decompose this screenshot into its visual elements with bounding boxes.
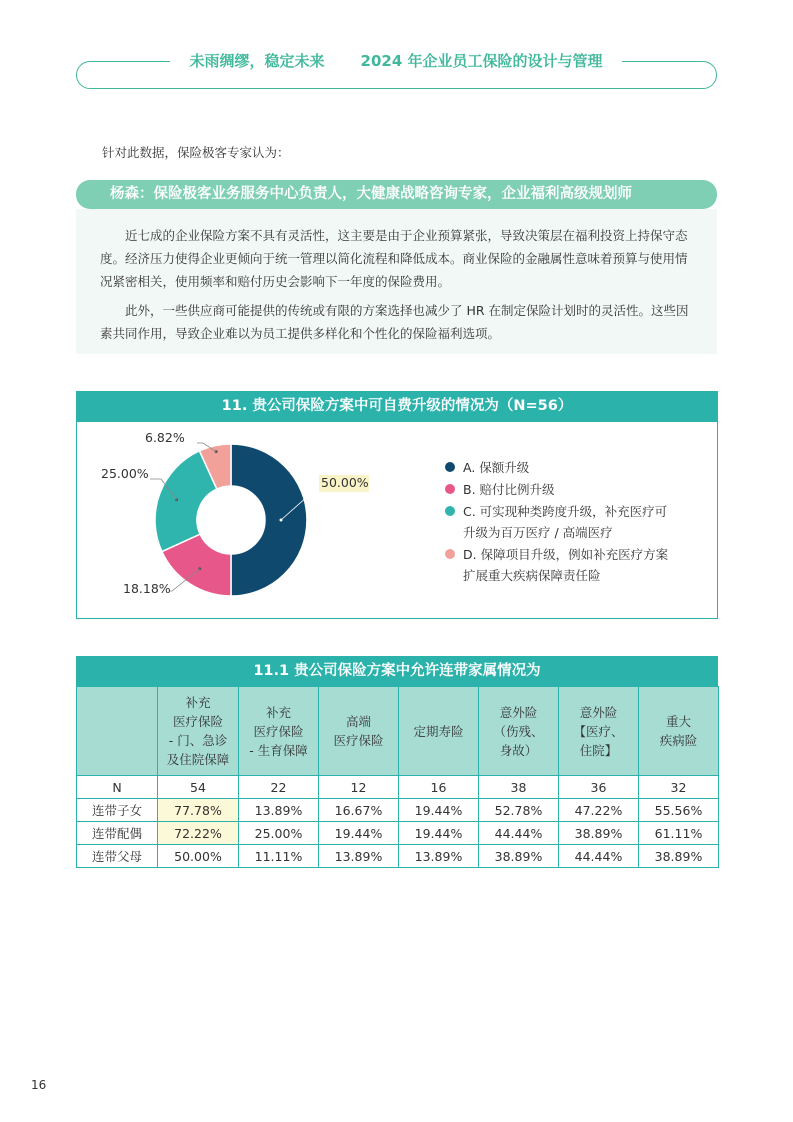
- legend-label-b: B. 赔付比例升级: [463, 482, 555, 497]
- dependents-table: [76, 686, 719, 868]
- table-cell: 13.89%: [239, 799, 319, 822]
- table-cell: 11.11%: [239, 845, 319, 868]
- header-slogan: 未雨绸缪，稳定未来: [189, 52, 325, 70]
- data-label-a: 50.00%: [321, 475, 369, 490]
- table-cell: 16: [399, 776, 479, 799]
- running-header: [170, 50, 622, 72]
- table-header-cell: 重大 疾病险: [639, 687, 719, 776]
- table-cell: 38.89%: [479, 845, 559, 868]
- table-header-row: [77, 687, 719, 776]
- table-header-cell: 补充 医疗保险 - 门、急诊 及住院保障: [158, 687, 239, 776]
- legend-swatch-d: [445, 549, 455, 559]
- legend-swatch-b: [445, 484, 455, 494]
- chart-legend: [445, 457, 693, 587]
- data-label-b: 18.18%: [123, 581, 171, 596]
- table-cell: 19.44%: [399, 799, 479, 822]
- page-number: 16: [31, 1078, 47, 1092]
- expert-paragraph-2: 此外，一些供应商可能提供的传统或有限的方案选择也减少了 HR 在制定保险计划时的灵活性。这些因素共同作用，导致企业难以为员工提供多样化和个性化的保险福利选项。: [100, 303, 689, 341]
- expert-title-bar: 杨森：保险极客业务服务中心负责人，大健康战略咨询专家，企业福利高级规划师: [76, 180, 717, 209]
- table-cell-highlighted: 77.78%: [158, 799, 239, 822]
- table-cell: 47.22%: [559, 799, 639, 822]
- table-header-cell: 意外险 （伤残、 身故）: [479, 687, 559, 776]
- table-header-cell: 定期寿险: [399, 687, 479, 776]
- table-row: [77, 845, 719, 868]
- table-cell-highlighted: 72.22%: [158, 822, 239, 845]
- table-cell: 54: [158, 776, 239, 799]
- expert-commentary: [76, 209, 717, 354]
- table-cell: 13.89%: [399, 845, 479, 868]
- data-label-c: 25.00%: [101, 466, 149, 481]
- chart-title: 11. 贵公司保险方案中可自费升级的情况为（N=56）: [76, 391, 718, 422]
- table-cell: 44.44%: [559, 845, 639, 868]
- table-cell: 50.00%: [158, 845, 239, 868]
- table-cell: 19.44%: [399, 822, 479, 845]
- legend-label-d: D. 保障项目升级，例如补充医疗方案扩展重大疾病保障责任险: [463, 547, 669, 583]
- table-cell: 16.67%: [319, 799, 399, 822]
- table-cell: 19.44%: [319, 822, 399, 845]
- header-report-title: 2024 年企业员工保险的设计与管理: [360, 52, 603, 70]
- table-cell: 32: [639, 776, 719, 799]
- legend-swatch-a: [445, 462, 455, 472]
- legend-item-a: [445, 457, 693, 478]
- legend-label-a: A. 保额升级: [463, 460, 530, 475]
- row-label: 连带父母: [77, 845, 158, 868]
- table-header-corner: [77, 687, 158, 776]
- table-cell: 36: [559, 776, 639, 799]
- table-cell: 38.89%: [559, 822, 639, 845]
- donut-slice-a: [231, 444, 307, 596]
- legend-item-c: [445, 501, 693, 543]
- donut-chart: [77, 423, 397, 617]
- table-cell: 12: [319, 776, 399, 799]
- table-cell: 25.00%: [239, 822, 319, 845]
- legend-item-b: [445, 479, 693, 500]
- table-cell: 61.11%: [639, 822, 719, 845]
- table-row: [77, 799, 719, 822]
- row-label: 连带子女: [77, 799, 158, 822]
- legend-swatch-c: [445, 506, 455, 516]
- table-cell: 38.89%: [639, 845, 719, 868]
- intro-text: 针对此数据，保险极客专家认为：: [102, 145, 290, 160]
- legend-label-c: C. 可实现种类跨度升级，补充医疗可升级为百万医疗 / 高端医疗: [463, 504, 668, 540]
- table-cell: 38: [479, 776, 559, 799]
- row-label: 连带配偶: [77, 822, 158, 845]
- table-header-cell: 意外险 【医疗、 住院】: [559, 687, 639, 776]
- table-cell: 44.44%: [479, 822, 559, 845]
- table-row: [77, 822, 719, 845]
- row-label: N: [77, 776, 158, 799]
- table-cell: 55.56%: [639, 799, 719, 822]
- table-cell: 22: [239, 776, 319, 799]
- table-header-cell: 高端 医疗保险: [319, 687, 399, 776]
- table-title: 11.1 贵公司保险方案中允许连带家属情况为: [76, 656, 718, 686]
- data-label-d: 6.82%: [145, 430, 185, 445]
- table-cell: 52.78%: [479, 799, 559, 822]
- table-header-cell: 补充 医疗保险 - 生育保障: [239, 687, 319, 776]
- table-row: [77, 776, 719, 799]
- table-cell: 13.89%: [319, 845, 399, 868]
- expert-paragraph-1: 近七成的企业保险方案不具有灵活性，这主要是由于企业预算紧张，导致决策层在福利投资上持保守态度。经济压力使得企业更倾向于统一管理以简化流程和降低成本。商业保险的金融属性意味着预算与使用情况紧密相关，使用频率和赔付历史会影响下一年度的保险费用。: [100, 228, 688, 289]
- legend-item-d: [445, 544, 693, 586]
